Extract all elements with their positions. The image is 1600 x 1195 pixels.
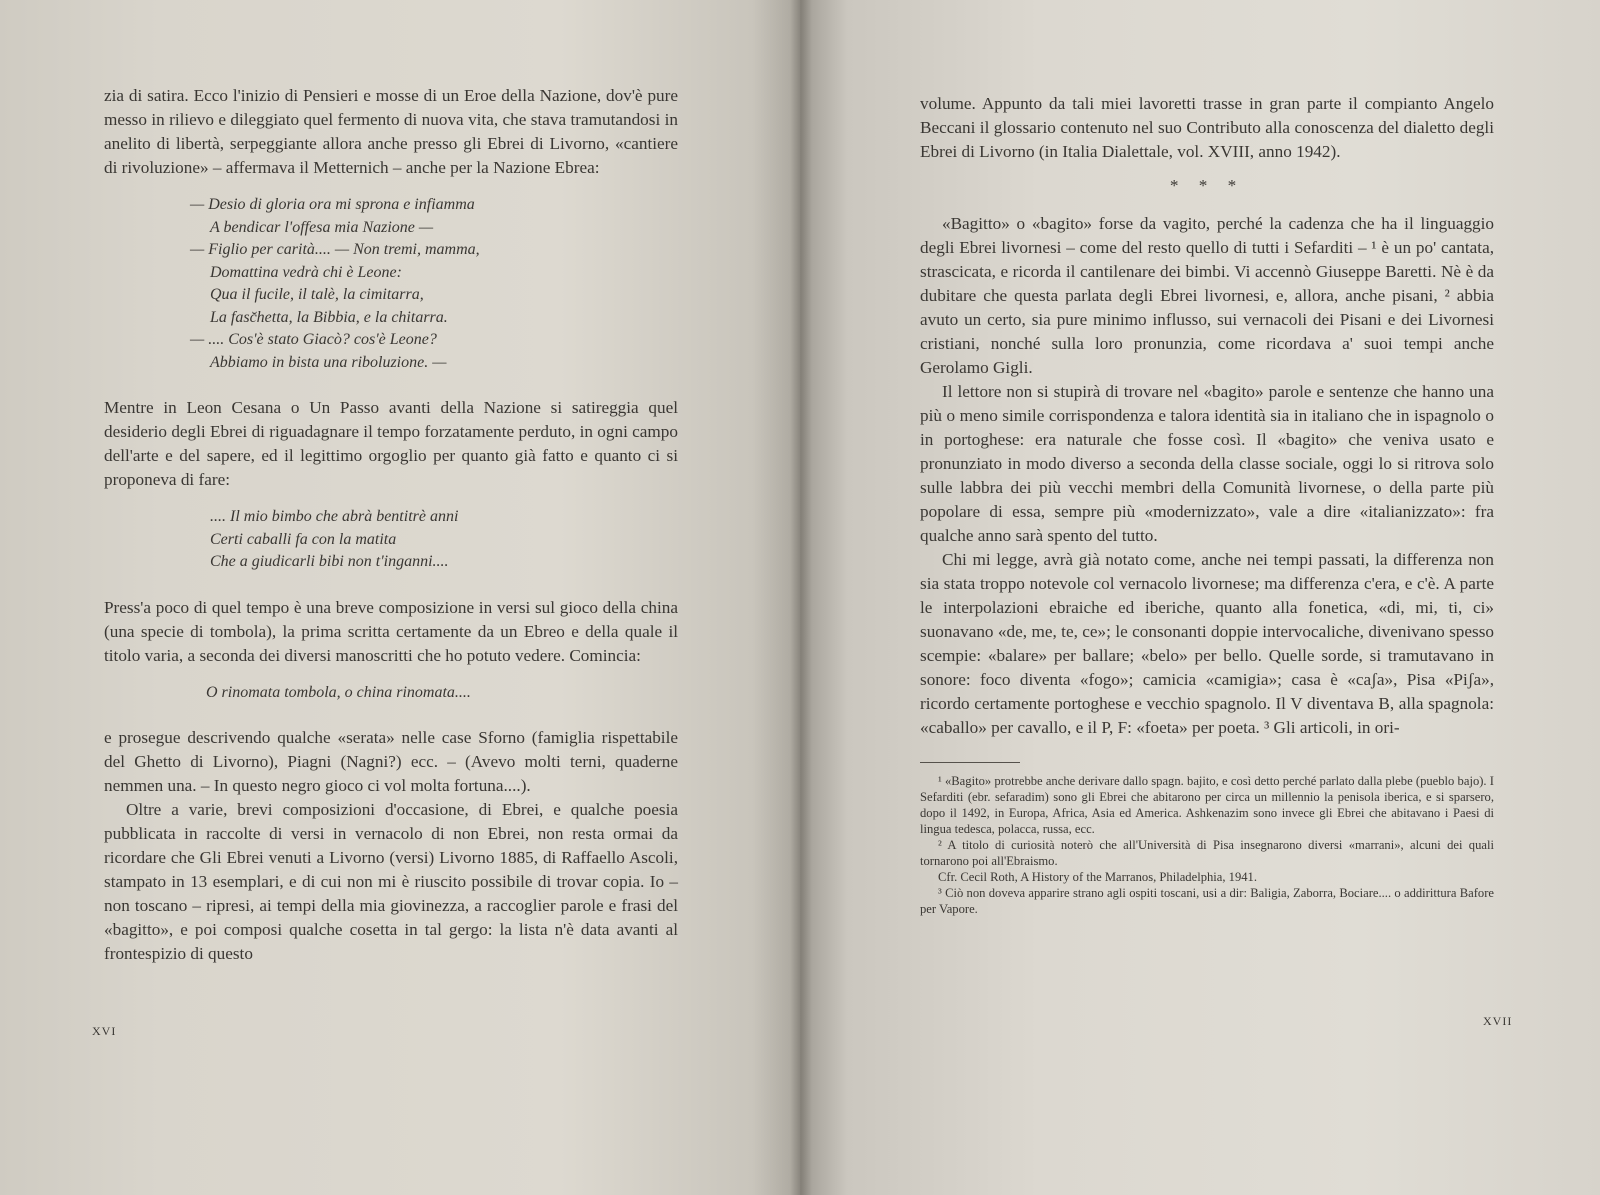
right-page-body: [920, 92, 1494, 917]
verse-excerpt-3: [104, 682, 678, 705]
left-paragraph-5: Oltre a varie, brevi composizioni d'occasione, di Ebrei, e qualche poesia pubblicata in raccolte di versi in vernacolo di non Ebrei, non resta ormai da ricordare che Gli Ebrei venuti a Livorno (versi) Livorno 1885, di Raffaello Ascoli, stampato in 13 esemplari, e di cui non mi è riuscito possibile di trovar copia. Io – non toscano – ripresi, ai tempi della mia giovinezza, a raccoglier parole e frasi del «bagitto», e poi composi qualche cosetta in tal gergo: la lista n'è data avanti al frontespizio di questo: [104, 800, 678, 963]
left-page-body: [104, 84, 678, 966]
verse-line: .... Il mio bimbo che abrà bentitrè anni: [210, 508, 459, 525]
book-gutter: [790, 0, 812, 1195]
verse-line: — Desio di gloria ora mi sprona e infiamma: [190, 196, 475, 213]
verse-line: A bendicar l'offesa mia Nazione —: [210, 218, 434, 236]
verse-line: Qua il fucile, il talè, la cimitarra,: [210, 286, 424, 303]
right-paragraph-3: Il lettore non si stupirà di trovare nel «bagito» parole e sentenze che hanno una più o meno simile corrispondenza e talora identità sia in italiano che in ispagnolo o in portoghese: era naturale che fosse così. Il «bagito» che veniva usato e pronunziato in modo diverso a seconda della classe sociale, oggi lo si ritrova solo sulle labbra dei più vecchi membri della Comunità livornese, o della parte più popolare di essa, sempre più «modernizzato», vale a dire «italianizzato»: fra qualche anno sarà spento del tutto.: [920, 382, 1494, 545]
footnote-3: ³ Ciò non doveva apparire strano agli ospiti toscani, usi a dir: Baligia, Zaborra, Bociare.... o addirittura Bafore per Vapore.: [920, 886, 1494, 916]
left-paragraph-1: zia di satira. Ecco l'inizio di Pensieri e mosse di un Eroe della Nazione, dov'è pure messo in rilievo e dileggiato quel fermento di nuova vita, che stava tramutandosi in anelito di libertà, serpeggiante allora anche presso gli Ebrei di Livorno, «cantiere di rivoluzione» – affermava il Metternich – anche per la Nazione Ebrea:: [104, 86, 678, 177]
right-paragraph-2: «Bagitto» o «bagito» forse da vagito, perché la cadenza che ha il linguaggio degli Ebrei livornesi – come del resto quello di tutti i Sefarditi – ¹ è un po' cantata, strascicata, e ricorda il cantilenare dei bimbi. Vi accennò Giuseppe Baretti. Nè è da dubitare che questa parlata degli Ebrei livornesi, e, allora, anche pisani, ² abbia avuto un certo, sia pure minimo influsso, sui vernacoli dei Pisani e dei Livornesi cristiani, nonché sulla loro pronunzia, come ricordava a' suoi tempi anche Gerolamo Gigli.: [920, 214, 1494, 377]
page-number-left: XVI: [92, 1024, 117, 1038]
footnote-1: ¹ «Bagito» protrebbe anche derivare dallo spagn. bajito, e così detto perché parlato dalla plebe (pueblo bajo). I Sefarditi (ebr. sefaradim) sono gli Ebrei che abitarono per circa un millennio la penisola iberica, e si sparsero, dopo il 1492, in Europa, Africa, Asia ed America. Ashkenazim sono invece gli Ebrei che abitavano i Paesi di lingua tedesca, polacca, russa, ecc.: [920, 774, 1494, 836]
footnote-2-reference: Cfr. Cecil Roth, A History of the Marranos, Philadelphia, 1941.: [938, 870, 1258, 884]
right-paragraph-1: volume. Appunto da tali miei lavoretti trasse in gran parte il compianto Angelo Beccani il glossario contenuto nel suo Contributo alla conoscenza del dialetto degli Ebrei di Livorno (in Italia Dialettale, vol. XVIII, anno 1942).: [920, 94, 1494, 161]
right-paragraph-4: Chi mi legge, avrà già notato come, anche nei tempi passati, la differenza non sia stata troppo notevole col vernacolo livornese; ma differenza c'era, e c'è. A parte le interpolazioni ebraiche ed iberiche, quanto alla fonetica, «di, mi, ti, ci» suonavano «de, me, te, ce»; le consonanti doppie intervocaliche, divenivano spesso scempie: «balare» per ballare; «belo» per bello. Quelle sorde, si tramutavano in sonore: foco diventa «fogo»; camicia «camigia»; casa è «caʃa», Pisa «Piʃa», ricordo certamente portoghese e vecchio spagnolo. Il V diventava B, alla spagnola: «caballo» per cavallo, e il P, F: «foeta» per poeta. ³ Gli articoli, in ori-: [920, 550, 1494, 737]
verse-excerpt-1: [104, 194, 678, 374]
verse-line: O rinomata tombola, o china rinomata....: [206, 683, 471, 701]
verse-line: Domattina vedrà chi è Leone:: [210, 263, 402, 281]
verse-line: Abbiamo in bista una riboluzione. —: [210, 353, 447, 371]
verse-line: Che a giudicarli bibi non t'inganni....: [210, 553, 449, 570]
footnote-2: ² A titolo di curiosità noterò che all'Università di Pisa insegnarono diversi «marrani», alcuni dei quali tornarono poi all'Ebraismo.: [920, 838, 1494, 868]
verse-line: La fasc̆hetta, la Bibbia, e la chitarra.: [210, 308, 448, 326]
verse-line: — Figlio per carità.... — Non tremi, mamma,: [190, 241, 480, 258]
footnote-divider: [920, 762, 1020, 763]
left-paragraph-4: e prosegue descrivendo qualche «serata» nelle case Sforno (famiglia rispettabile del Ghetto di Livorno), Piagni (Nagni?) ecc. – (Avevo molti terni, quaderne nemmen una. – In questo negro gioco ci vol molta fortuna....).: [104, 728, 678, 795]
verse-line: — .... Cos'è stato Giacò? cos'è Leone?: [190, 331, 437, 348]
left-paragraph-3: Press'a poco di quel tempo è una breve composizione in versi sul gioco della china (una specie di tombola), la prima scritta certamente da un Ebreo e della quale il titolo varia, a seconda dei diversi manoscritti che ho potuto vedere. Comincia:: [104, 597, 678, 665]
page-number-right: XVII: [1483, 1014, 1513, 1028]
verse-line: Certi caballi fa con la matita: [210, 530, 397, 548]
left-paragraph-2: Mentre in Leon Cesana o Un Passo avanti della Nazione si satireggia quel desiderio degli Ebrei di riguadagnare il tempo forzatamente perduto, in ogni campo dell'arte e del sapere, ed il legittimo orgoglio per quanto già fatto e quanto ci si proponeva di fare:: [104, 398, 678, 489]
right-page: [800, 0, 1600, 1195]
verse-excerpt-2: [104, 506, 678, 574]
footnotes: [920, 773, 1494, 917]
section-break-asterisks: * * *: [1169, 176, 1245, 195]
